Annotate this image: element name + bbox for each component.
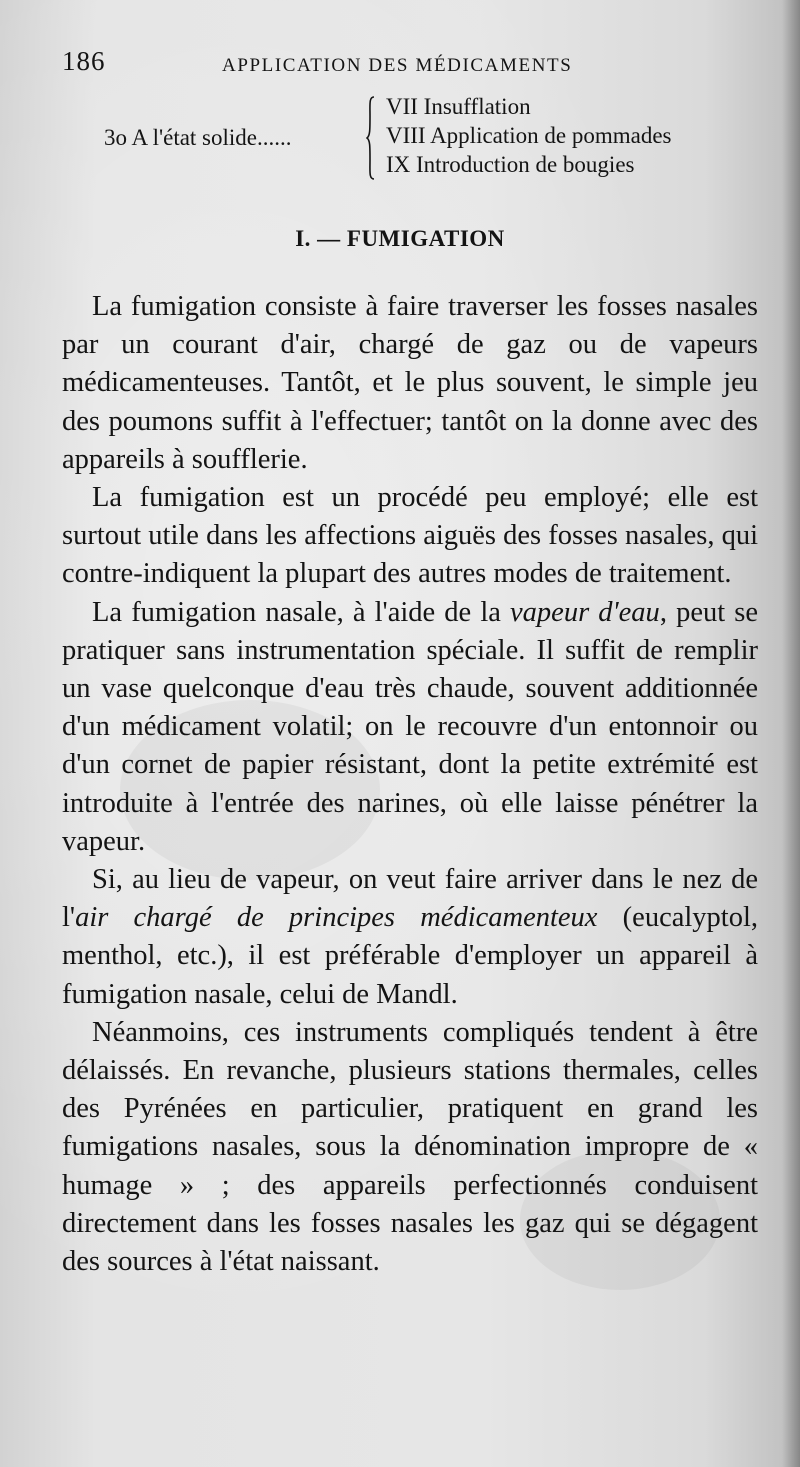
- paragraph: [62, 861, 758, 1014]
- methods-label: 3o A l'état solide......: [104, 125, 292, 150]
- body-text: [62, 288, 758, 1281]
- page-number: 186: [62, 46, 106, 76]
- page-header: [62, 46, 762, 86]
- page-edge-shadow: [782, 0, 800, 1467]
- methods-list-block: [104, 92, 744, 188]
- paragraph: Néanmoins, ces instruments compliqués tendent à être délaissés. En revanche, plusieurs stations thermales, celles des Pyrénées en particulier, pratiquent en grand les fumigations nasales, sous la dénomination impropre de « humage » ; des appareils perfectionnés conduisent directement dans les fosses nasales les gaz qui se dégagent des sources à l'état naissant.: [62, 1016, 758, 1278]
- paragraph: La fumigation est un procédé peu employé; elle est surtout utile dans les affections aiguës des fosses nasales, qui contre-indiquent la plupart des autres modes de traitement.: [62, 482, 758, 590]
- paragraph-text: , peut se pratiquer sans instrumentation spéciale. Il suffit de remplir un vase quelconque d'eau très chaude, souvent additionnée d'un médicament volatil; on le recouvre d'un entonnoir ou d'un cornet de papier résistant, dont la petite extrémité est introduite à l'entrée des narines, où elle laisse pénétrer la vapeur.: [62, 596, 759, 857]
- methods-items: [386, 92, 672, 179]
- method-item: IX Introduction de bougies: [386, 152, 635, 177]
- paragraph: La fumigation consiste à faire traverser les fosses nasales par un courant d'air, chargé de gaz ou de vapeurs médicamenteuses. Tantôt, et le plus souvent, le simple jeu des poumons suffit à l'effectuer; tantôt on la donne avec des appareils à soufflerie.: [62, 291, 758, 475]
- running-title: APPLICATION DES MÉDICAMENTS: [222, 55, 573, 76]
- italic-term: air chargé de principes médicamenteux: [75, 902, 598, 934]
- paragraph-text: (eucalyptol, menthol, etc.), il est préférable d'employer un appareil à fumigation nasale, celui de Mandl.: [62, 902, 758, 1010]
- paragraph: [62, 594, 758, 861]
- brace-icon: [366, 96, 376, 180]
- paragraph-text: La fumigation nasale, à l'aide de la: [92, 596, 511, 628]
- italic-term: vapeur d'eau: [510, 596, 660, 628]
- method-item: VII Insufflation: [386, 94, 531, 119]
- section-title: I. — FUMIGATION: [295, 226, 505, 251]
- paragraph-text: Si, au lieu de vapeur, on veut faire arriver dans le nez de l': [62, 864, 758, 934]
- method-item: VIII Application de pommades: [386, 123, 672, 148]
